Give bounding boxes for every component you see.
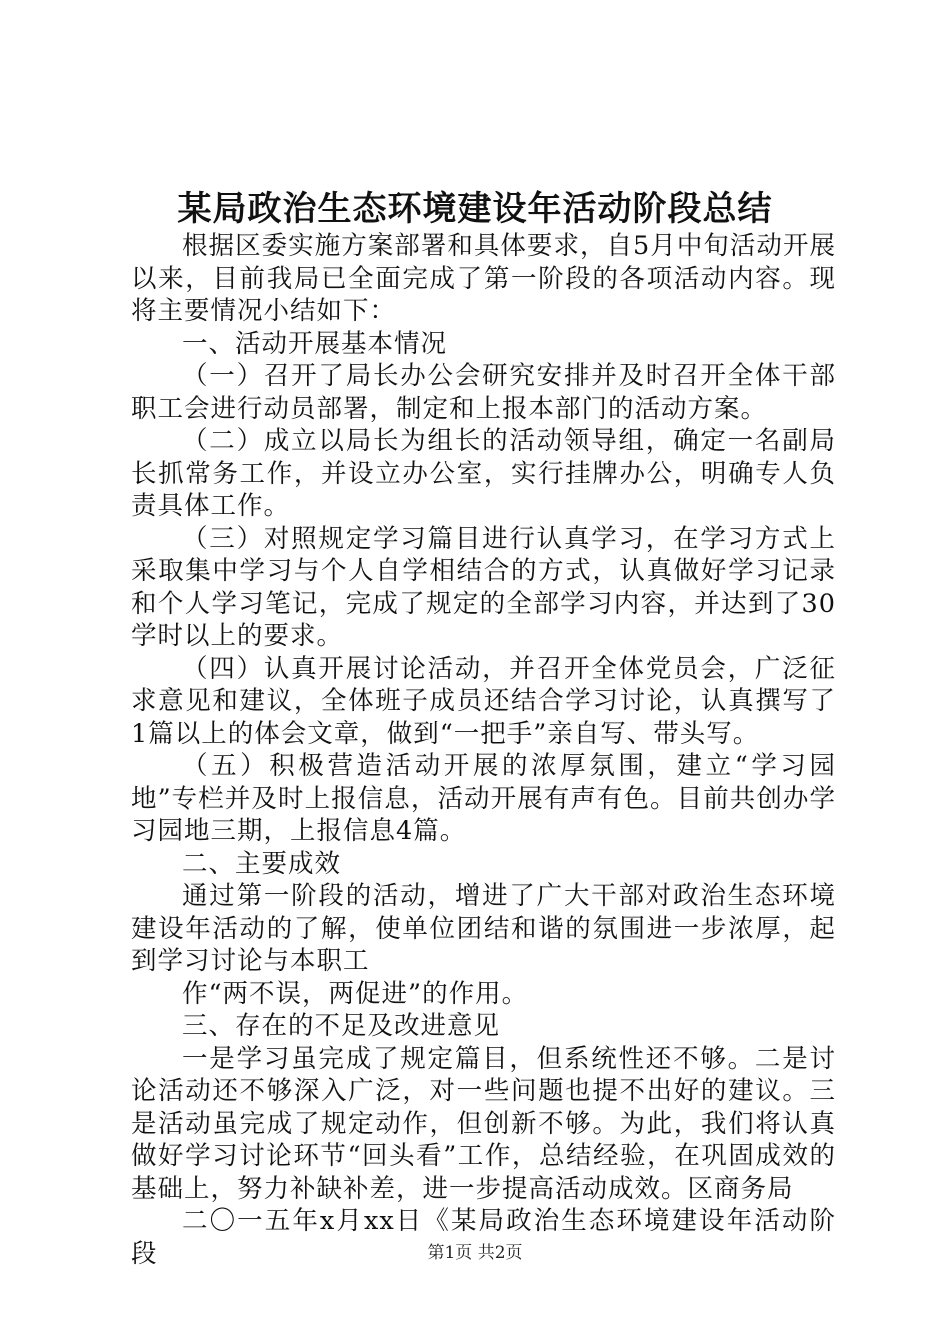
- results-paragraph-continued: 作“两不误，两促进”的作用。: [182, 978, 529, 1009]
- shortcomings-paragraph: 一是学习虽完成了规定篇目，但系统性还不够。二是讨论活动还不够深入广泛，对一些问题也提不出好的建议。三是活动虽完成了规定动作，但创新不够。为此，我们将认真做好学习讨论环节“回头看”工作，总结经验，在巩固成效的基础上，努力补缺补差，进一步提高活动成效。区商务局: [131, 1043, 836, 1204]
- item-paragraph-1: （一）召开了局长办公会研究安排并及时召开全体干部职工会进行动员部署，制定和上报本部门的活动方案。: [131, 361, 836, 424]
- item-paragraph-3: （三）对照规定学习篇目进行认真学习，在学习方式上采取集中学习与个人自学相结合的方式，认真做好学习记录和个人学习笔记，完成了规定的全部学习内容，并达到了30学时以上的要求。: [131, 523, 836, 651]
- section-heading-1: 一、活动开展基本情况: [182, 328, 448, 359]
- document-body: [131, 230, 836, 1270]
- section-heading-2: 二、主要成效: [182, 848, 342, 879]
- section-heading-3: 三、存在的不足及改进意见: [182, 1011, 501, 1041]
- results-paragraph: 通过第一阶段的活动，增进了广大干部对政治生态环境建设年活动的了解，使单位团结和谐的氛围进一步浓厚，起到学习讨论与本职工: [131, 881, 836, 976]
- intro-paragraph: 根据区委实施方案部署和具体要求，自5月中旬活动开展以来，目前我局已全面完成了第一阶段的各项活动内容。现将主要情况小结如下：: [131, 231, 836, 326]
- page-number-footer: 第1页 共2页: [427, 1243, 523, 1263]
- date-line: 二〇一五年x月xx日《某局政治生态环境建设年活动阶段: [131, 1206, 836, 1269]
- item-paragraph-2: （二）成立以局长为组长的活动领导组，确定一名副局长抓常务工作，并设立办公室，实行挂牌办公，明确专人负责具体工作。: [131, 426, 836, 521]
- item-paragraph-5: （五）积极营造活动开展的浓厚氛围，建立“学习园地”专栏并及时上报信息，活动开展有声有色。目前共创办学习园地三期，上报信息4篇。: [131, 751, 836, 846]
- document-title: 某局政治生态环境建设年活动阶段总结: [177, 189, 773, 229]
- item-paragraph-4: （四）认真开展讨论活动，并召开全体党员会，广泛征求意见和建议，全体班子成员还结合学习讨论，认真撰写了1篇以上的体会文章，做到“一把手”亲自写、带头写。: [131, 653, 836, 749]
